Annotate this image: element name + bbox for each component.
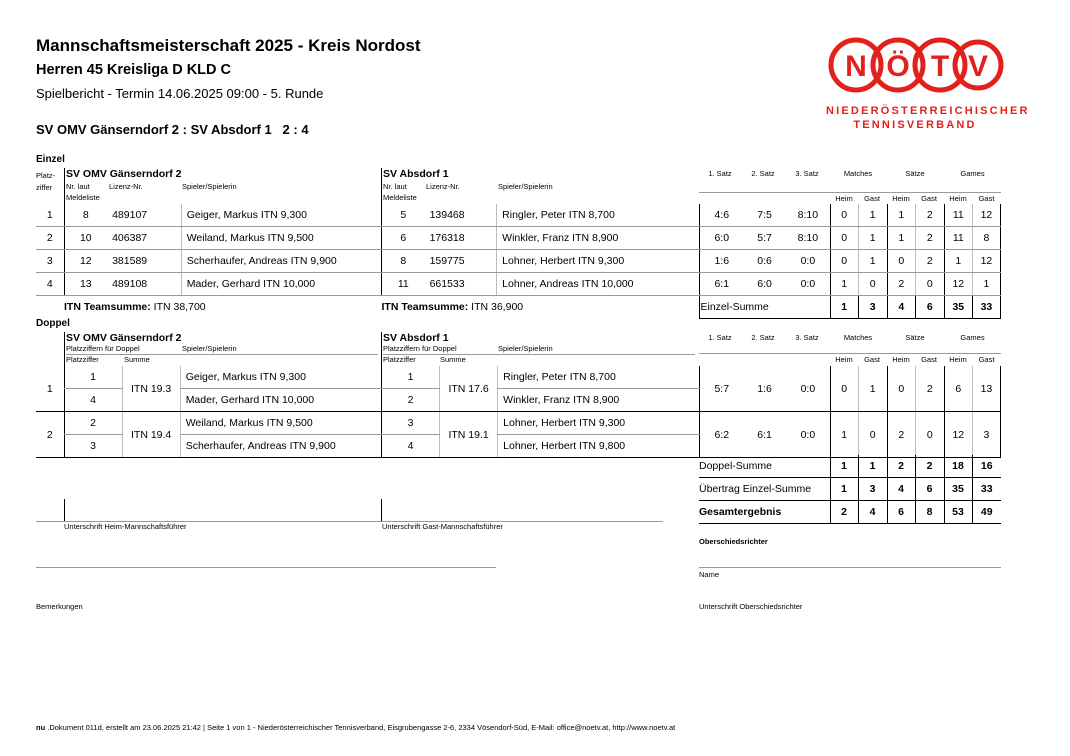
doppel-sum-row [699, 455, 1001, 478]
guest-col-spieler: Spieler/Spielerin [498, 344, 553, 353]
einzel-guest-team: SV Absdorf 1 [383, 168, 449, 180]
doppel-header [36, 332, 1001, 366]
doppel-table [36, 366, 1001, 458]
footer-text: .Dokument 011d, erstellt am 23.06.2025 21:42 | Seite 1 von 1 - Niederösterreichischer Tennisverband, Eisgrubengasse 2-6, 2334 Vösendorf-Süd, E-Mail: office@noetv.at, http://www.noetv.at [47, 723, 676, 732]
home-itn-sum: ITN 19.3 [122, 366, 180, 412]
einzel-row [36, 204, 1001, 227]
satz1: 1:6 [700, 250, 743, 273]
satz3: 8:10 [786, 227, 830, 250]
guest-col-meldeliste: Meldeliste [383, 193, 417, 202]
dsum-gg: 16 [972, 455, 1001, 478]
einzel-header [36, 168, 1001, 204]
guest-col-platzziffer: Platzziffer [383, 355, 416, 364]
home-lizenz: 406387 [107, 227, 181, 250]
hg-gast: Gast [864, 355, 880, 364]
home-nr: 10 [64, 227, 107, 250]
carry-mg: 3 [858, 478, 887, 501]
satz1: 5:7 [700, 366, 743, 412]
home-player: Mader, Gerhard ITN 10,000 [181, 273, 381, 296]
dsum-sg: 2 [915, 455, 944, 478]
carry-sh: 4 [887, 478, 915, 501]
hg-gast: Gast [864, 194, 880, 203]
games-heim: 6 [944, 366, 972, 412]
guest-platz2: 4 [382, 435, 440, 458]
carry-sg: 6 [915, 478, 944, 501]
satz3: 0:0 [786, 366, 830, 412]
hg-heim: Heim [835, 355, 853, 364]
home-col-meldeliste: Meldeliste [66, 193, 100, 202]
saetze-gast: 2 [915, 227, 944, 250]
guest-itn-sum: ITN 19.1 [440, 412, 498, 458]
remarks-label: Bemerkungen [36, 602, 83, 611]
matches-gast: 1 [858, 204, 887, 227]
total-mg: 4 [858, 501, 887, 524]
page-title: Mannschaftsmeisterschaft 2025 - Kreis Nordost [36, 36, 421, 55]
guest-player2: Winkler, Franz ITN 8,900 [498, 389, 700, 412]
matches-heim: 1 [830, 412, 858, 458]
league-name: Herren 45 Kreisliga D KLD C [36, 62, 232, 78]
hg-heim: Heim [892, 355, 910, 364]
hg-heim: Heim [949, 355, 967, 364]
matches-heim: 0 [830, 227, 858, 250]
doppel-satz1-header: 1. Satz [708, 333, 732, 342]
total-gg: 49 [972, 501, 1001, 524]
carry-gg: 33 [972, 478, 1001, 501]
total-mh: 2 [830, 501, 858, 524]
referee-signature-label: Unterschrift Oberschiedsrichter [699, 602, 803, 611]
total-row [699, 501, 1001, 524]
logo-letter-t: T [930, 50, 950, 83]
dsum-gh: 18 [944, 455, 972, 478]
section-doppel: Doppel [36, 318, 70, 329]
guest-nr: 6 [382, 227, 425, 250]
games-heim: 12 [944, 273, 972, 296]
home-itn-sum: ITN 19.4 [122, 412, 180, 458]
guest-nr: 11 [382, 273, 425, 296]
carry-mh: 1 [830, 478, 858, 501]
guest-lizenz: 176318 [425, 227, 497, 250]
logo-letter-v: V [967, 50, 989, 83]
home-player: Geiger, Markus ITN 9,300 [181, 204, 381, 227]
satz2: 1:6 [743, 366, 786, 412]
saetze-gast: 2 [915, 250, 944, 273]
satz1: 6:1 [700, 273, 743, 296]
games-gast: 1 [972, 273, 1000, 296]
home-col-nr: Nr. laut [66, 182, 90, 191]
home-lizenz: 489108 [107, 273, 181, 296]
games-heim: 12 [944, 412, 972, 458]
satz1: 6:0 [700, 227, 743, 250]
matches-gast: 1 [858, 250, 887, 273]
sum-sg: 6 [915, 296, 944, 319]
dsum-mh: 1 [830, 455, 858, 478]
home-lizenz: 381589 [107, 250, 181, 273]
games-heim: 11 [944, 204, 972, 227]
satz3: 0:0 [786, 412, 830, 458]
doppel-guest-team: SV Absdorf 1 [383, 332, 449, 344]
einzel-games-header: Games [960, 169, 985, 178]
saetze-heim: 1 [887, 204, 915, 227]
home-player1: Geiger, Markus ITN 9,300 [180, 366, 381, 389]
footer-prefix: nu [36, 723, 46, 732]
logo-text-line1: NIEDERÖSTERREICHISCHER [826, 105, 1030, 117]
satz2: 5:7 [743, 227, 786, 250]
home-nr: 13 [64, 273, 107, 296]
home-player: Weiland, Markus ITN 9,500 [181, 227, 381, 250]
home-player2: Mader, Gerhard ITN 10,000 [180, 389, 381, 412]
matches-gast: 0 [858, 412, 887, 458]
home-platz2: 4 [64, 389, 122, 412]
guest-nr: 8 [382, 250, 425, 273]
doppel-row [36, 366, 1001, 389]
saetze-gast: 0 [915, 412, 944, 458]
matches-gast: 1 [858, 366, 887, 412]
doppel-matches-header: Matches [843, 333, 873, 342]
hg-heim: Heim [835, 194, 853, 203]
satz1: 6:2 [700, 412, 743, 458]
saetze-heim: 2 [887, 412, 915, 458]
home-col-platzziffer: Platzziffer [66, 355, 99, 364]
guest-col-summe: Summe [440, 355, 466, 364]
einzel-summe-label: Einzel-Summe [700, 296, 830, 319]
section-einzel: Einzel [36, 154, 65, 165]
guest-col-nr: Nr. laut [383, 182, 407, 191]
home-signature-label: Unterschrift Heim-Mannschaftsführer [64, 522, 187, 531]
satz2: 7:5 [743, 204, 786, 227]
gesamtergebnis-label: Gesamtergebnis [699, 501, 830, 524]
games-gast: 12 [972, 250, 1000, 273]
guest-col-spieler: Spieler/Spielerin [498, 182, 553, 191]
home-player: Scherhaufer, Andreas ITN 9,900 [181, 250, 381, 273]
guest-player: Winkler, Franz ITN 8,900 [497, 227, 700, 250]
einzel-matches-header: Matches [843, 169, 873, 178]
satz3: 0:0 [786, 273, 830, 296]
sum-mh: 1 [830, 296, 858, 319]
games-gast: 12 [972, 204, 1000, 227]
dsum-sh: 2 [887, 455, 915, 478]
games-heim: 1 [944, 250, 972, 273]
einzel-row [36, 227, 1001, 250]
matches-gast: 0 [858, 273, 887, 296]
guest-col-platzziffern: Platzziffern für Doppel [383, 344, 457, 353]
doppel-platzziffer: 1 [36, 366, 64, 412]
home-col-spieler: Spieler/Spielerin [182, 344, 237, 353]
logo-letter-oe: Ö [886, 50, 910, 83]
matches-heim: 0 [830, 250, 858, 273]
home-col-spieler: Spieler/Spielerin [182, 182, 237, 191]
guest-player: Lohner, Andreas ITN 10,000 [497, 273, 700, 296]
sum-gh: 35 [944, 296, 972, 319]
noetv-logo-circles-icon [826, 34, 1004, 96]
noetv-logo [826, 34, 1030, 131]
total-sh: 6 [887, 501, 915, 524]
satz2: 6:0 [743, 273, 786, 296]
home-platz1: 1 [64, 366, 122, 389]
games-gast: 13 [972, 366, 1000, 412]
guest-itn-sum: ITN 17.6 [440, 366, 498, 412]
hg-gast: Gast [921, 355, 937, 364]
einzel-satz2-header: 2. Satz [751, 169, 775, 178]
guest-player2: Lohner, Herbert ITN 9,800 [498, 435, 700, 458]
einzel-row [36, 273, 1001, 296]
home-player2: Scherhaufer, Andreas ITN 9,900 [180, 435, 381, 458]
sum-mg: 3 [858, 296, 887, 319]
guest-player1: Lohner, Herbert ITN 9,300 [498, 412, 700, 435]
dsum-mg: 1 [858, 455, 887, 478]
einzel-saetze-header: Sätze [905, 169, 925, 178]
games-gast: 3 [972, 412, 1000, 458]
games-heim: 11 [944, 227, 972, 250]
satz3: 0:0 [786, 250, 830, 273]
home-player1: Weiland, Markus ITN 9,500 [180, 412, 381, 435]
saetze-gast: 0 [915, 273, 944, 296]
einzel-table [36, 204, 1001, 319]
guest-lizenz: 139468 [425, 204, 497, 227]
sum-gg: 33 [972, 296, 1000, 319]
hg-gast: Gast [978, 355, 995, 364]
home-nr: 8 [64, 204, 107, 227]
home-platz2: 3 [64, 435, 122, 458]
home-platz1: 2 [64, 412, 122, 435]
platzziffer: 4 [36, 273, 64, 296]
uebertrag-label: Übertrag Einzel-Summe [699, 478, 830, 501]
einzel-sum-row [36, 296, 1001, 319]
hg-gast: Gast [921, 194, 937, 203]
guest-player1: Ringler, Peter ITN 8,700 [498, 366, 700, 389]
guest-col-lizenz: Lizenz-Nr. [426, 182, 460, 191]
hg-gast: Gast [978, 194, 995, 203]
platzziffer: 2 [36, 227, 64, 250]
doppel-games-header: Games [960, 333, 985, 342]
home-teamsum: ITN Teamsumme: ITN 38,700 [64, 301, 206, 314]
report-subtitle: Spielbericht - Termin 14.06.2025 09:00 - 5. Runde [36, 86, 324, 101]
guest-player: Ringler, Peter ITN 8,700 [497, 204, 700, 227]
doppel-row [36, 412, 1001, 435]
carry-row [699, 478, 1001, 501]
total-gh: 53 [944, 501, 972, 524]
saetze-gast: 2 [915, 204, 944, 227]
doppel-satz2-header: 2. Satz [751, 333, 775, 342]
satz3: 8:10 [786, 204, 830, 227]
footer [36, 723, 675, 732]
hg-heim: Heim [949, 194, 967, 203]
platzziffer: 3 [36, 250, 64, 273]
doppel-summe-label: Doppel-Summe [699, 455, 830, 478]
einzel-satz1-header: 1. Satz [708, 169, 732, 178]
sum-sh: 4 [887, 296, 915, 319]
hg-heim: Heim [892, 194, 910, 203]
match-result: SV OMV Gänserndorf 2 : SV Absdorf 1 2 : 4 [36, 122, 309, 137]
matches-heim: 0 [830, 204, 858, 227]
einzel-row [36, 250, 1001, 273]
guest-player: Lohner, Herbert ITN 9,300 [497, 250, 700, 273]
guest-teamsum: ITN Teamsumme: ITN 36,900 [381, 301, 524, 314]
referee-label: Oberschiedsrichter [699, 537, 768, 546]
guest-signature-label: Unterschrift Gast-Mannschaftsführer [382, 522, 503, 531]
saetze-heim: 0 [887, 250, 915, 273]
home-col-platzziffern: Platzziffern für Doppel [66, 344, 140, 353]
matches-gast: 1 [858, 227, 887, 250]
guest-lizenz: 159775 [425, 250, 497, 273]
platzziffer: 1 [36, 204, 64, 227]
einzel-home-team: SV OMV Gänserndorf 2 [66, 168, 182, 180]
saetze-heim: 1 [887, 227, 915, 250]
home-col-summe: Summe [124, 355, 150, 364]
logo-letter-n: N [845, 50, 867, 83]
guest-platz1: 3 [382, 412, 440, 435]
matches-heim: 1 [830, 273, 858, 296]
matches-heim: 0 [830, 366, 858, 412]
satz1: 4:6 [700, 204, 743, 227]
einzel-satz3-header: 3. Satz [795, 169, 819, 178]
summary-table [699, 455, 1001, 524]
home-lizenz: 489107 [107, 204, 181, 227]
saetze-heim: 2 [887, 273, 915, 296]
home-col-lizenz: Lizenz-Nr. [109, 182, 143, 191]
logo-text-line2: TENNISVERBAND [853, 119, 977, 131]
guest-platz2: 2 [382, 389, 440, 412]
satz2: 0:6 [743, 250, 786, 273]
carry-gh: 35 [944, 478, 972, 501]
guest-platz1: 1 [382, 366, 440, 389]
platzziffer-header: Platz- ziffer [36, 171, 56, 192]
doppel-home-team: SV OMV Gänserndorf 2 [66, 332, 182, 344]
total-sg: 8 [915, 501, 944, 524]
saetze-heim: 0 [887, 366, 915, 412]
home-nr: 12 [64, 250, 107, 273]
referee-name-label: Name [699, 570, 720, 579]
games-gast: 8 [972, 227, 1000, 250]
saetze-gast: 2 [915, 366, 944, 412]
doppel-satz3-header: 3. Satz [795, 333, 819, 342]
doppel-platzziffer: 2 [36, 412, 64, 458]
doppel-saetze-header: Sätze [905, 333, 925, 342]
satz2: 6:1 [743, 412, 786, 458]
guest-nr: 5 [382, 204, 425, 227]
guest-lizenz: 661533 [425, 273, 497, 296]
